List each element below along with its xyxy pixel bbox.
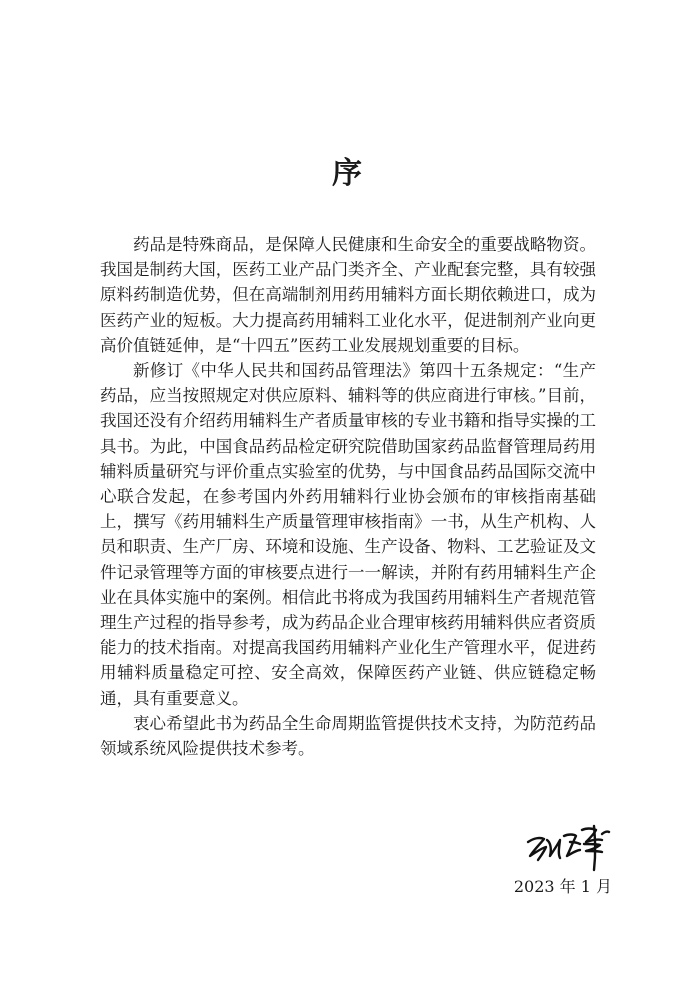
handwritten-signature-icon: [520, 820, 616, 872]
preface-paragraph-1: 药品是特殊商品，是保障人民健康和生命安全的重要战略物资。我国是制药大国，医药工业产品门类齐全、产业配套完整，具有较强原料药制造优势，但在高端制剂用药用辅料方面长期依赖进口，成为医药产业的短板。大力提高药用辅料工业化水平，促进制剂产业向更高价值链延伸，是“十四五”医药工业发展规划重要的目标。: [100, 235, 596, 355]
preface-body: [100, 232, 596, 761]
preface-paragraph-3: 衷心希望此书为药品全生命周期监管提供技术支持，为防范药品领域系统风险提供技术参考。: [100, 713, 596, 759]
preface-title: 序: [332, 156, 364, 191]
preface-paragraph-2: 新修订《中华人民共和国药品管理法》第四十五条规定：“生产药品，应当按照规定对供应原料、辅料等的供应商进行审核。”目前，我国还没有介绍药用辅料生产者质量审核的专业书籍和指导实操的工具书。为此，中国食品药品检定研究院借助国家药品监督管理局药用辅料质量研究与评价重点实验室的优势，与中国食品药品国际交流中心联合发起，在参考国内外药用辅料行业协会颁布的审核指南基础上，撰写《药用辅料生产质量管理审核指南》一书，从生产机构、人员和职责、生产厂房、环境和设施、生产设备、物料、工艺验证及文件记录管理等方面的审核要点进行一一解读，并附有药用辅料生产企业在具体实施中的案例。相信此书将成为我国药用辅料生产者规范管理生产过程的指导参考，成为药品企业合理审核药用辅料供应者资质能力的技术指南。对提高我国药用辅料产业化生产管理水平，促进药用辅料质量稳定可控、安全高效，保障医药产业链、供应链稳定畅通，具有重要意义。: [100, 361, 596, 708]
preface-date: 2023 年 1 月: [513, 877, 612, 896]
